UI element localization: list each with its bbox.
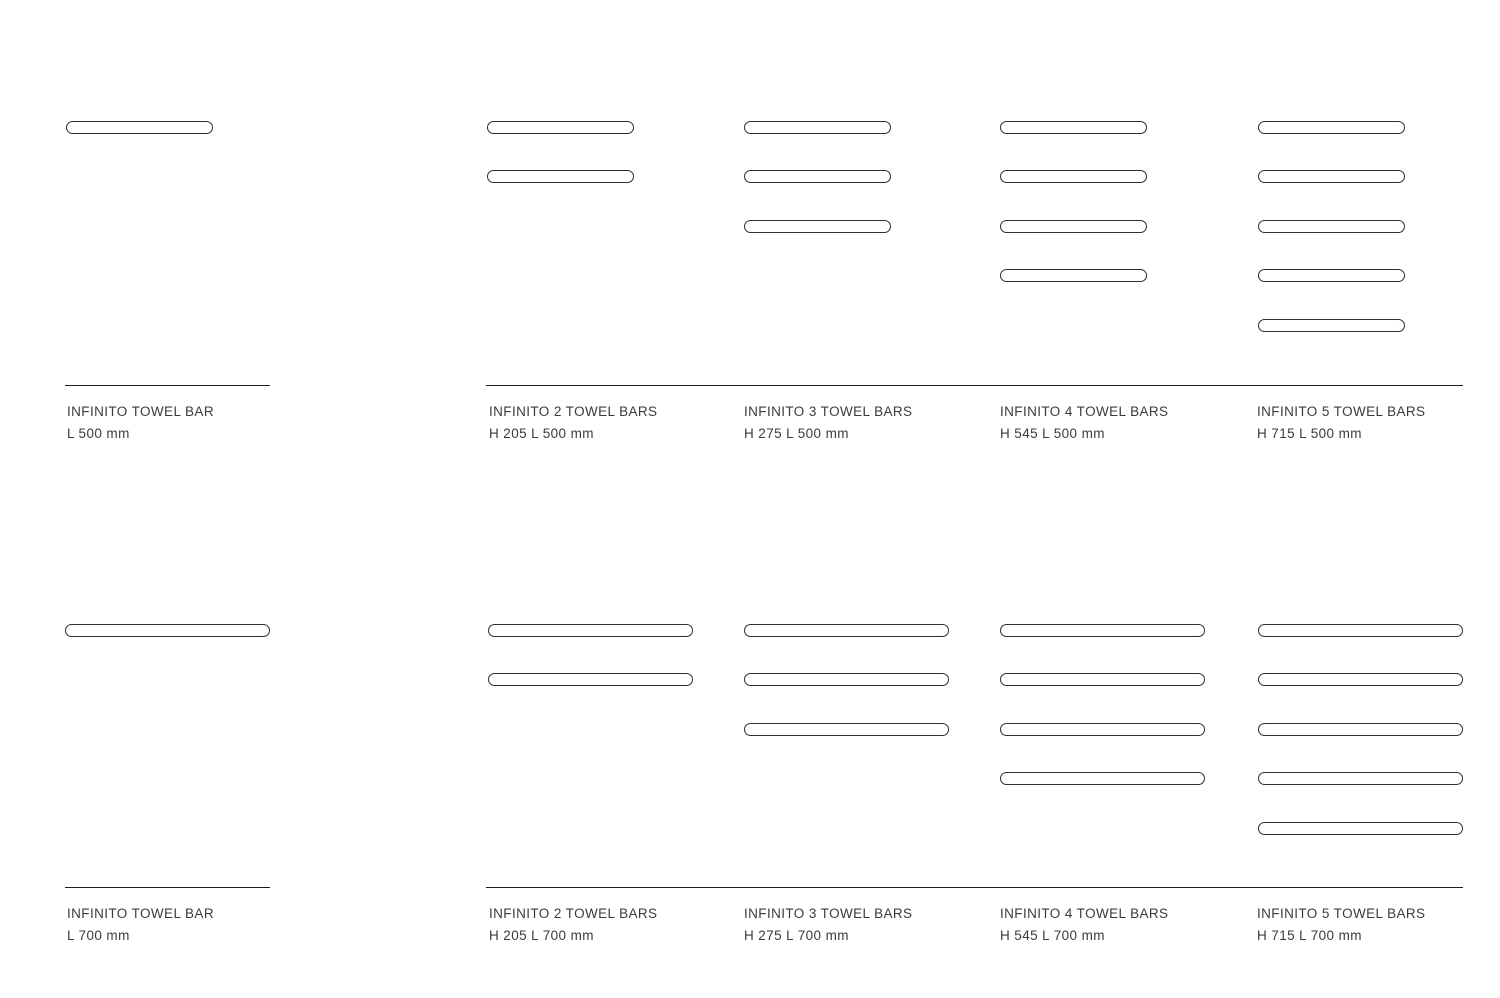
towel-bar-shape (487, 121, 634, 134)
towel-bar-shape (66, 121, 213, 134)
towel-bar-shape (1000, 723, 1205, 736)
product-dimensions: L 500 mm (67, 425, 130, 441)
product-title: INFINITO 2 TOWEL BARS (489, 404, 658, 419)
product-title: INFINITO 4 TOWEL BARS (1000, 404, 1169, 419)
product-dimensions: H 715 L 700 mm (1257, 927, 1362, 943)
product-label-500-5 (1257, 401, 1425, 444)
product-label-700-2 (489, 903, 657, 946)
product-label-700-1 (67, 903, 214, 946)
product-label-700-3 (744, 903, 912, 946)
towel-bar-shape (1258, 319, 1405, 332)
towel-bar-shape (1000, 170, 1147, 183)
towel-bar-shape (1258, 723, 1463, 736)
towel-bar-shape (1000, 624, 1205, 637)
towel-bar-shape (487, 170, 634, 183)
product-title: INFINITO 5 TOWEL BARS (1257, 404, 1426, 419)
towel-bar-shape (1258, 220, 1405, 233)
product-title: INFINITO 5 TOWEL BARS (1257, 906, 1426, 921)
towel-bar-shape (488, 624, 693, 637)
product-dimensions: H 275 L 700 mm (744, 927, 849, 943)
product-label-700-4 (1000, 903, 1168, 946)
product-title: INFINITO TOWEL BAR (67, 404, 214, 419)
towel-bar-shape (1258, 624, 1463, 637)
towel-bar-shape (1258, 673, 1463, 686)
product-dimensions: H 275 L 500 mm (744, 425, 849, 441)
product-label-500-2 (489, 401, 657, 444)
product-dimensions: L 700 mm (67, 927, 130, 943)
product-title: INFINITO TOWEL BAR (67, 906, 214, 921)
towel-bar-shape (1258, 772, 1463, 785)
towel-bar-shape (744, 220, 891, 233)
product-dimensions: H 205 L 700 mm (489, 927, 594, 943)
towel-bar-shape (1258, 121, 1405, 134)
section-divider-line (65, 887, 270, 888)
towel-bar-shape (744, 624, 949, 637)
towel-bar-shape (744, 121, 891, 134)
product-dimensions: H 545 L 700 mm (1000, 927, 1105, 943)
section-divider-line (486, 385, 1463, 386)
towel-bar-shape (744, 723, 949, 736)
product-title: INFINITO 3 TOWEL BARS (744, 404, 913, 419)
section-divider-line (486, 887, 1463, 888)
towel-bar-shape (488, 673, 693, 686)
product-label-500-4 (1000, 401, 1168, 444)
product-label-500-3 (744, 401, 912, 444)
towel-bar-shape (744, 673, 949, 686)
towel-bar-shape (1000, 269, 1147, 282)
towel-bar-shape (1000, 673, 1205, 686)
product-title: INFINITO 4 TOWEL BARS (1000, 906, 1169, 921)
product-dimensions: H 545 L 500 mm (1000, 425, 1105, 441)
towel-bar-shape (1258, 170, 1405, 183)
section-divider-line (65, 385, 270, 386)
towel-bar-shape (1000, 121, 1147, 134)
towel-bar-shape (1000, 220, 1147, 233)
towel-bar-shape (65, 624, 270, 637)
product-label-500-1 (67, 401, 214, 444)
product-label-700-5 (1257, 903, 1425, 946)
towel-bar-shape (744, 170, 891, 183)
product-dimensions: H 205 L 500 mm (489, 425, 594, 441)
product-title: INFINITO 2 TOWEL BARS (489, 906, 658, 921)
product-title: INFINITO 3 TOWEL BARS (744, 906, 913, 921)
towel-bar-shape (1000, 772, 1205, 785)
product-dimensions: H 715 L 500 mm (1257, 425, 1362, 441)
towel-bar-shape (1258, 269, 1405, 282)
towel-bar-shape (1258, 822, 1463, 835)
